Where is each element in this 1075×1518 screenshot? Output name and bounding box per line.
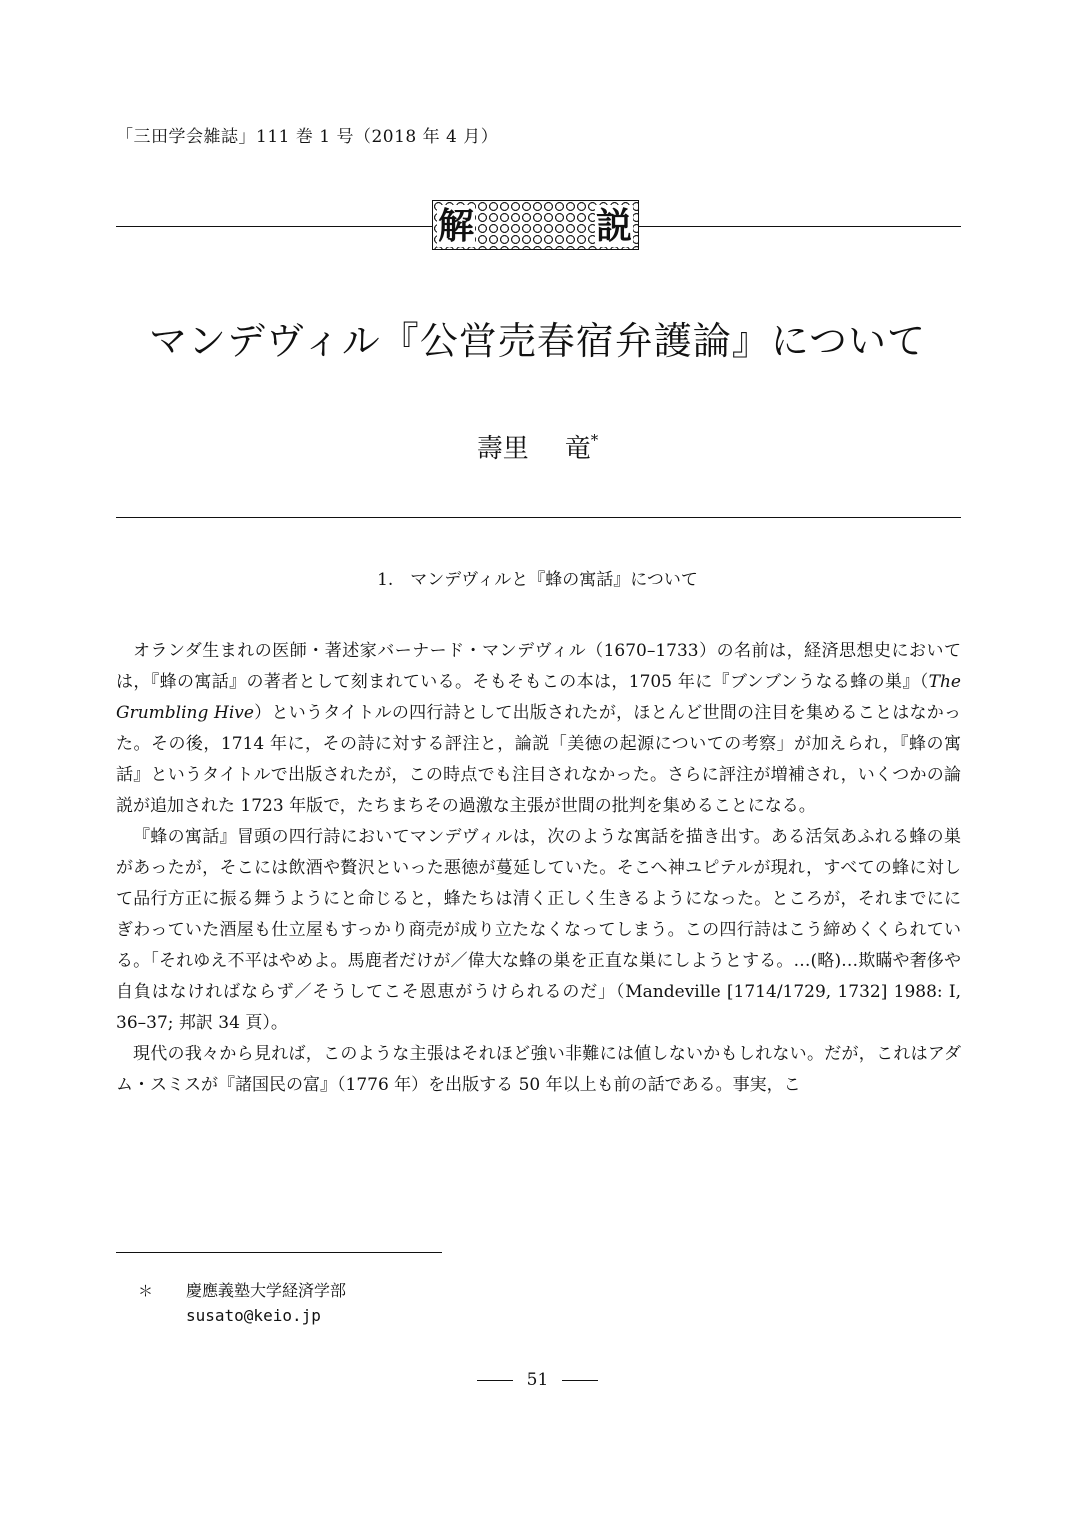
book-title-italic: The Grumbling Hive <box>116 672 961 723</box>
footnote-rule <box>116 1252 442 1253</box>
footnote-affiliation: 慶應義塾大学経済学部 <box>186 1281 347 1300</box>
page-number-dash-right <box>562 1380 598 1381</box>
paragraph-1 <box>116 636 961 822</box>
article-title: マンデヴィル『公営売春宿弁護論』について <box>149 319 926 363</box>
author-rule <box>116 517 961 518</box>
paragraph-1-part-b: ）というタイトルの四行詩として出版されたが，ほとんど世間の注目を集めることはなかった。その後，1714 年に，その詩に対する評注と，論説「美徳の起源についての考察」が加えられ，『蜂の寓話』というタイトルで出版されたが，この時点でも注目されなかった。さらに評注が増補され，いくつかの論説が追加された 1723 年版で，たちまちその過激な主張が世間の批判を集めることになる。 <box>116 703 961 816</box>
section-label-char-2: 説 <box>596 205 633 247</box>
page-number: 51 <box>526 1370 549 1390</box>
page-number-line <box>0 1370 1075 1390</box>
journal-header: 「三田学会雑誌」111 巻 1 号（2018 年 4 月） <box>116 127 499 147</box>
paragraph-2: 『蜂の寓話』冒頭の四行詩においてマンデヴィルは，次のような寓話を描き出す。ある活気あふれる蜂の巣があったが，そこには飲酒や贅沢といった悪徳が蔓延していた。そこへ神ユピテルが現れ，すべての蜂に対して品行方正に振る舞うようにと命じると，蜂たちは清く正しく生きるようになった。ところが，それまでににぎわっていた酒屋も仕立屋もすっかり商売が成り立たなくなってしまう。この四行詩はこう締めくくられている。「それゆえ不平はやめよ。馬鹿者だけが／偉大な蜂の巣を正直な巣にしようとする。…(略)…欺瞞や奢侈や自負はなければならず／そうしてこそ恩恵がうけられるのだ」（Mandeville [1714/1729, 1732] 1988: I, 36–37; 邦訳 34 頁）。 <box>116 827 961 1033</box>
paragraph-3: 現代の我々から見れば，このような主張はそれほど強い非難には値しないかもしれない。だが，これはアダム・スミスが『諸国民の富』（1776 年）を出版する 50 年以上も前の話である。事実，こ <box>116 1044 961 1095</box>
author-family-name: 壽里 <box>476 434 529 464</box>
page-number-dash-left <box>477 1380 513 1381</box>
section-label-char-1: 解 <box>438 205 475 247</box>
title-rule-right <box>639 226 961 227</box>
section-label-box <box>432 200 639 250</box>
paragraph-1-part-a: オランダ生まれの医師・著述家バーナード・マンデヴィル（1670–1733）の名前は，経済思想史においては，『蜂の寓話』の著者として刻まれている。そもそもこの本は，1705 年に『ブンブンうなる蜂の巣』（ <box>116 641 961 692</box>
footnote-email: susato@keio.jp <box>186 1306 321 1325</box>
author-given-name: 竜 <box>564 434 591 464</box>
section-heading: 1. マンデヴィルと『蜂の寓話』について <box>377 570 698 590</box>
body-text <box>116 636 961 1101</box>
footnote-marker: ＊ <box>138 1282 154 1300</box>
title-rule-left <box>116 226 432 227</box>
author-footnote-marker: * <box>590 431 599 449</box>
author <box>0 428 1075 465</box>
